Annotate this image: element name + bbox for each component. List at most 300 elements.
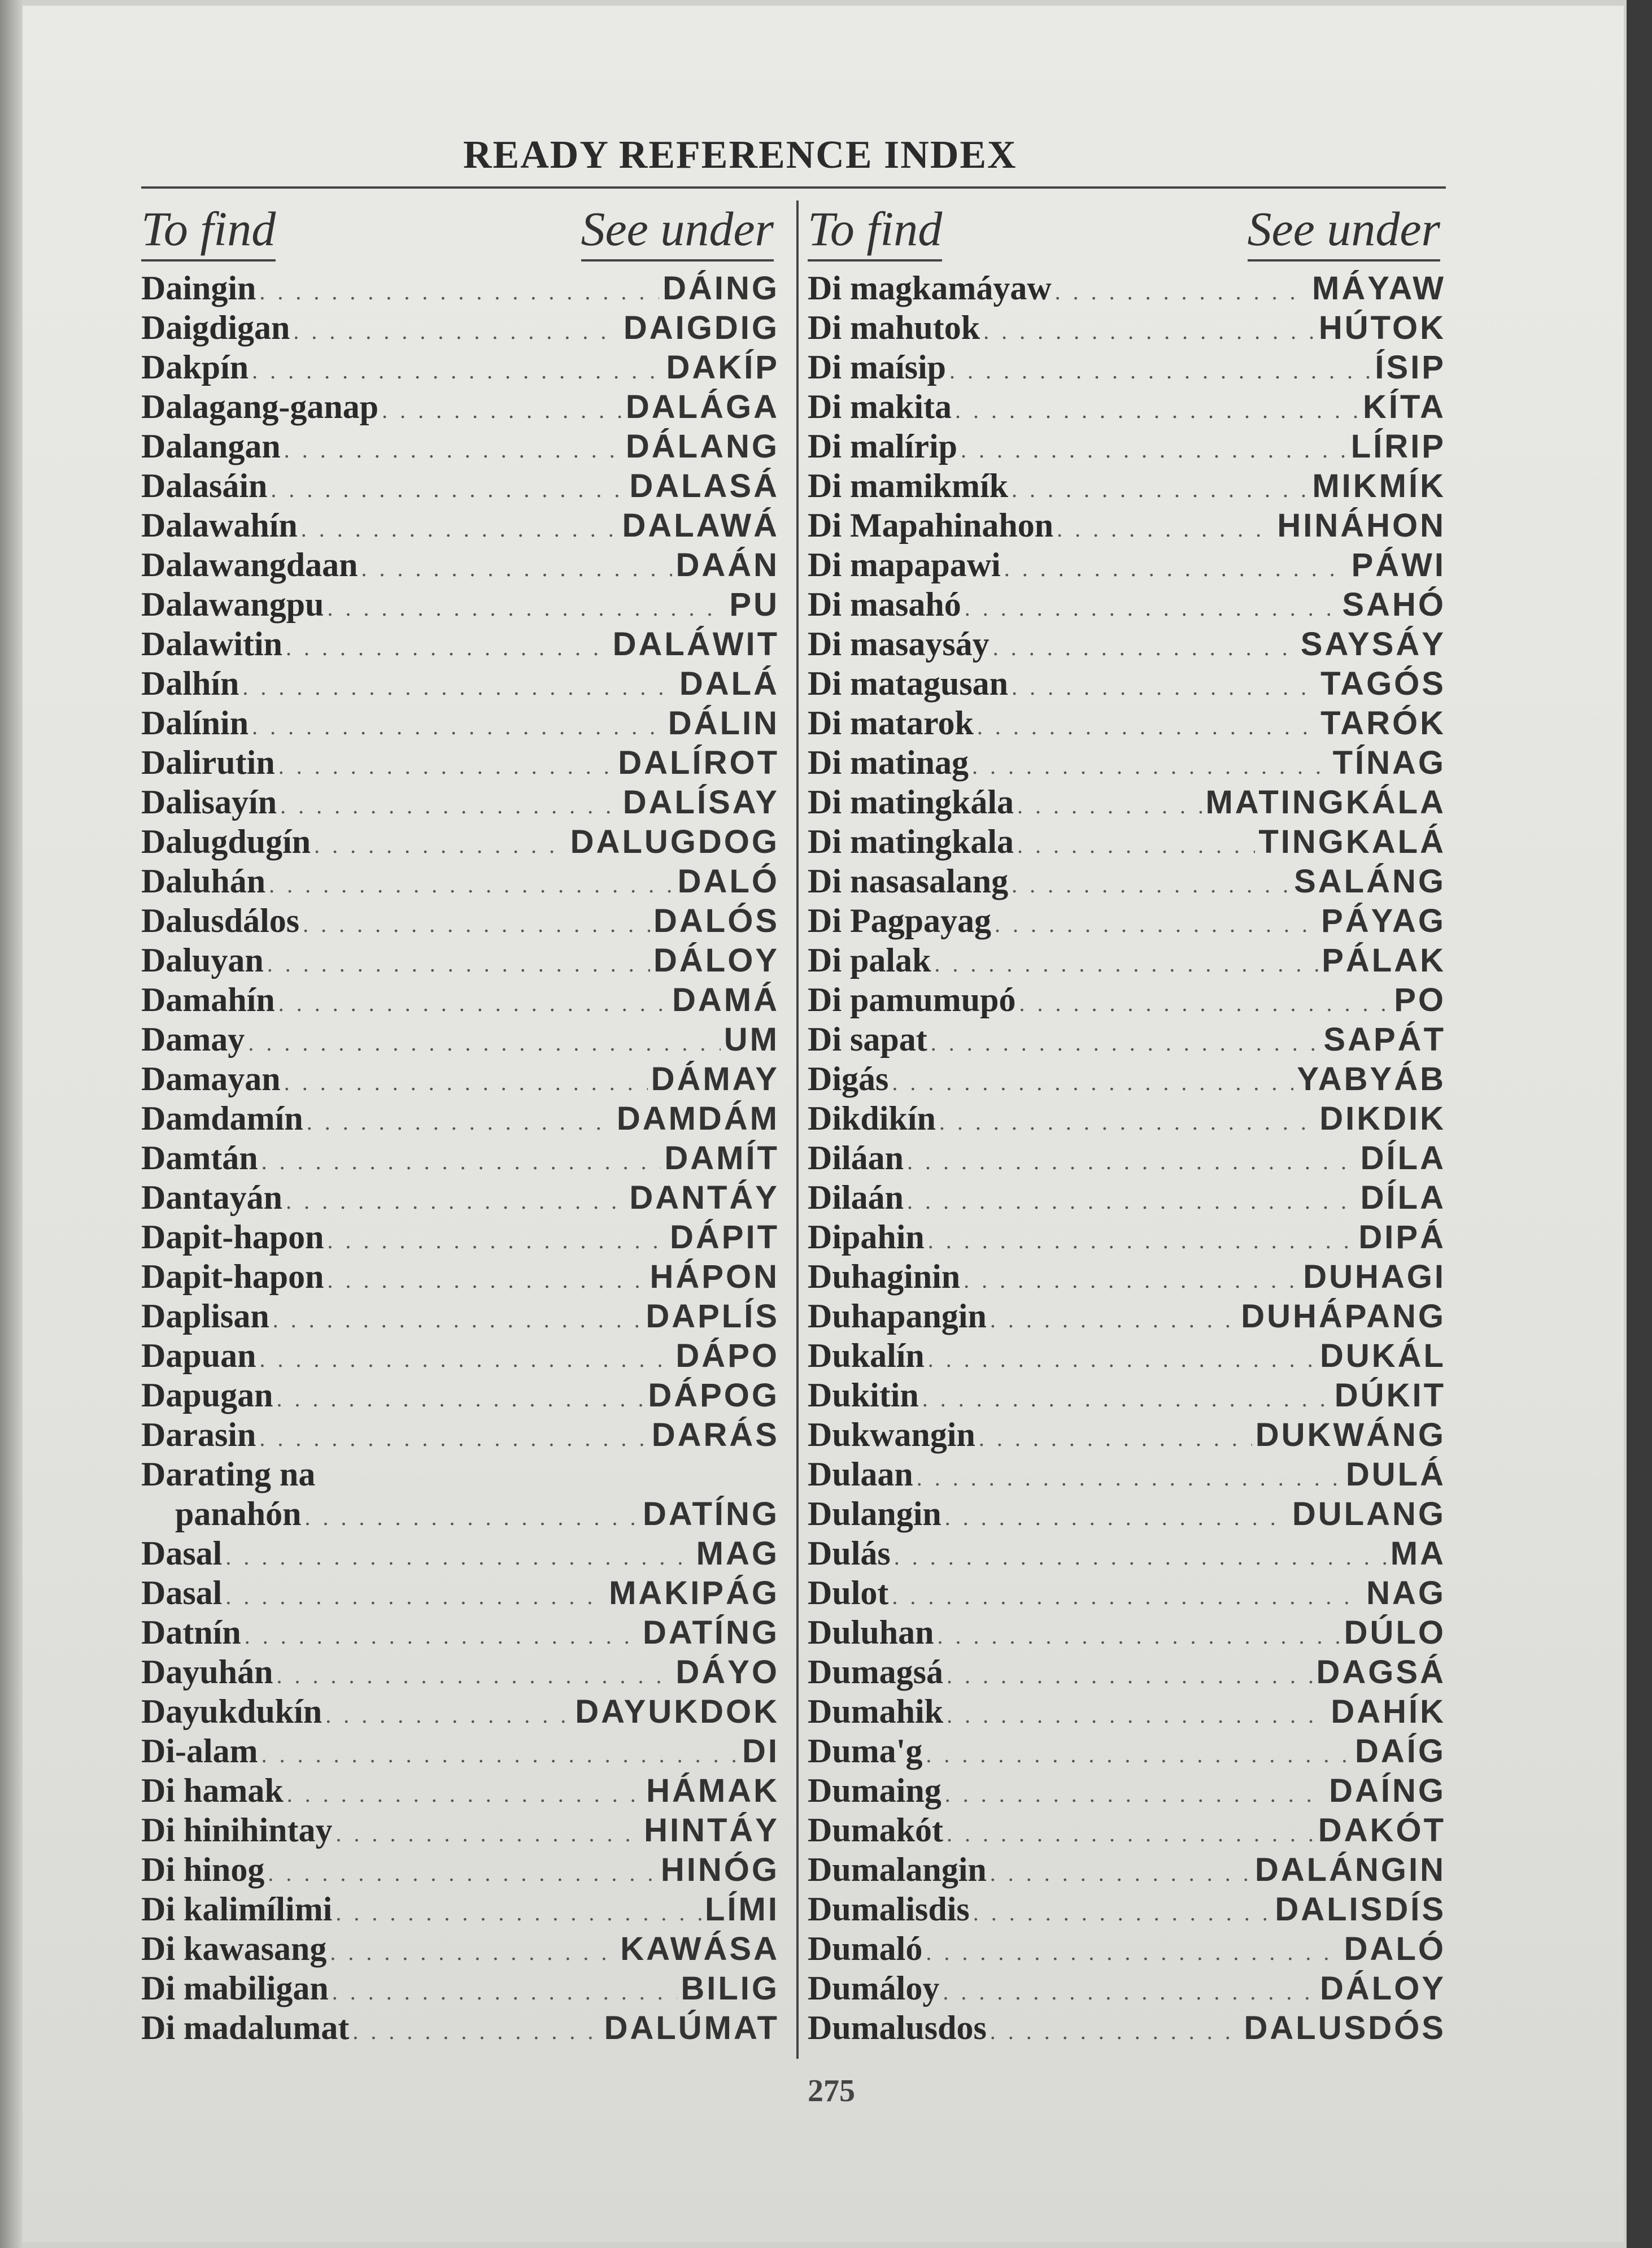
leader-dots [979,1419,1252,1458]
index-entry [808,268,1446,308]
index-entry [141,466,779,506]
leader-dots [267,944,650,984]
index-reference: DUHAGI [1303,1258,1446,1295]
index-term: Di palak [808,942,931,979]
index-entry [808,1336,1446,1375]
index-reference: SALÁNG [1294,863,1446,900]
index-reference: SAHÓ [1342,586,1446,623]
index-entry [808,1771,1446,1810]
index-entry [141,1850,779,1889]
right-index-list [808,268,1446,2047]
index-entry [808,308,1446,347]
index-reference: DÁYO [675,1654,779,1691]
leader-dots [286,1182,626,1221]
leader-dots [287,1775,643,1814]
index-reference: BILIG [681,1970,779,2007]
leader-dots [928,1340,1317,1379]
index-reference: MÁYAW [1312,270,1446,307]
index-term: Darating na [141,1456,316,1493]
index-reference: PO [1394,982,1446,1018]
leader-dots [1017,826,1255,865]
index-entry [141,1454,779,1494]
index-entry [808,347,1446,387]
leader-dots [892,1063,1293,1103]
index-entry [808,1296,1446,1336]
index-term: Dalawangpu [141,586,324,623]
index-term: Di Pagpayag [808,902,992,939]
index-entry [808,1415,1446,1454]
index-reference: DÁPIT [670,1219,779,1256]
leader-dots [301,509,619,549]
leader-dots [361,549,672,589]
index-reference: DAIGDIG [623,310,779,346]
index-reference: DAÍNG [1329,1772,1446,1809]
index-reference: DÁPOG [648,1377,779,1414]
index-reference: SAYSÁY [1300,626,1446,663]
index-term: Damdamín [141,1100,303,1137]
index-term: Dapugan [141,1376,273,1414]
leader-dots [248,1023,720,1063]
leader-dots [284,430,622,470]
index-reference: DAÍG [1355,1733,1446,1770]
index-term: Di matarok [808,704,974,742]
leader-dots [261,1735,739,1775]
index-reference: PÁYAG [1321,903,1446,939]
index-reference: UM [723,1021,779,1058]
index-term: Damtán [141,1139,258,1177]
index-entry [141,1889,779,1929]
leader-dots [352,2012,600,2051]
index-term: Daingin [141,269,256,307]
index-reference: DAKÍP [666,349,779,386]
index-reference: DÁLOY [1320,1970,1446,2007]
index-entry [141,822,779,861]
index-entry [808,1652,1446,1692]
index-entry [141,1257,779,1296]
index-term: Di matingkala [808,823,1014,860]
index-term: Duhapangin [808,1297,987,1335]
leader-dots [327,1221,666,1261]
index-term: Dumahik [808,1693,944,1730]
index-term: Dumagsá [808,1653,944,1691]
index-term: Dakpín [141,348,249,386]
page-left-edge [0,0,23,2248]
index-entry [808,822,1446,861]
leader-dots [259,1340,672,1379]
index-term: Dantayán [141,1179,283,1216]
leader-dots [973,1893,1272,1933]
index-entry [808,1375,1446,1415]
index-entry [141,1296,779,1336]
leader-dots [314,826,567,865]
leader-dots [252,707,665,747]
index-reference: KAWÁSA [620,1931,779,1967]
index-reference: DAPLÍS [646,1298,779,1335]
index-entry [808,1613,1446,1652]
index-term: Dalagang-ganap [141,388,379,425]
leader-dots [245,1617,639,1656]
index-entry [141,545,779,585]
page-title: READY REFERENCE INDEX [463,133,1017,177]
index-reference: DAMDÁM [616,1100,779,1137]
index-reference: DAYUKDOK [575,1693,779,1730]
index-entry [141,585,779,624]
leader-dots [961,430,1348,470]
index-term: Di matingkála [808,783,1014,821]
index-entry [808,2008,1446,2047]
index-term: panahón [175,1495,302,1532]
leader-dots [955,391,1359,430]
leader-dots [271,470,626,509]
index-entry [808,1929,1446,1968]
index-term: Dalawangdaan [141,546,358,583]
index-reference: MAKIPÁG [609,1575,779,1611]
index-entry [141,2008,779,2047]
index-term: Dapit-hapon [141,1258,324,1295]
index-entry [808,545,1446,585]
index-term: Di hinog [141,1851,265,1888]
index-term: Duhaginin [808,1258,961,1295]
index-term: Dalusdálos [141,902,300,939]
index-reference: DÁLIN [668,705,779,742]
page-right-shadow [1627,0,1652,2248]
index-entry [808,940,1446,980]
index-reference: DIKDIK [1319,1100,1446,1137]
index-term: Di mahutok [808,309,980,346]
index-reference: DI [742,1733,779,1770]
leader-dots [1012,668,1317,707]
index-entry [808,1968,1446,2008]
leader-dots [965,589,1339,628]
leader-dots [949,351,1371,391]
index-reference: DALÍSAY [622,784,779,821]
title-rule [141,186,1446,189]
see-under-heading: See under [581,202,774,256]
index-term: Dukitin [808,1376,919,1414]
index-reference: DALÁNGIN [1254,1851,1446,1888]
leader-dots [286,628,609,668]
leader-dots [947,1814,1315,1854]
index-entry [141,506,779,545]
index-entry [141,980,779,1020]
index-term: Dalawitin [141,625,283,663]
index-reference: YABYÁB [1297,1061,1446,1097]
index-term: Daigdigan [141,309,290,346]
leader-dots [907,1142,1357,1182]
index-reference: KÍTA [1362,389,1446,425]
index-term: Duma'g [808,1732,923,1770]
index-reference: DATÍNG [642,1614,779,1651]
index-entry [141,1217,779,1257]
index-term: Di matinag [808,744,969,781]
index-entry [141,1020,779,1059]
index-reference: DALÓS [653,903,779,939]
index-term: Di nasasalang [808,862,1009,900]
leader-dots [1012,470,1309,509]
leader-dots [972,747,1330,786]
index-reference: DALAWÁ [622,507,779,544]
page-number: 275 [808,2073,855,2108]
leader-dots [947,1656,1313,1696]
index-reference: DUHÁPANG [1241,1298,1446,1335]
index-reference: DAHÍK [1331,1693,1446,1730]
index-reference: DAÁN [675,547,779,583]
index-entry [141,1138,779,1178]
index-reference: TÍNAG [1332,744,1446,781]
index-entry [141,1771,779,1810]
index-term: Dukalín [808,1337,925,1374]
column-divider [796,201,799,2059]
leader-dots [278,747,615,786]
leader-dots [276,1656,672,1696]
index-reference: PU [729,586,779,623]
index-reference: HÁPON [650,1258,779,1295]
index-reference: DUKÁL [1320,1338,1446,1374]
index-entry [141,1810,779,1850]
index-term: Daluhán [141,862,266,900]
index-reference: DALÁGA [625,389,779,425]
index-entry [141,940,779,980]
leader-dots [330,1933,617,1972]
index-reference: LÍRIP [1350,428,1446,465]
index-reference: MATINGKÁLA [1205,784,1446,821]
index-reference: DALÁWIT [612,626,779,663]
leader-dots [1012,865,1291,905]
index-term: Di Mapahinahon [808,507,1054,544]
index-reference: DALÁ [679,665,779,702]
index-entry [141,782,779,822]
leader-dots [990,1854,1252,1893]
index-entry [808,743,1446,782]
index-term: Damay [141,1021,245,1058]
left-index-list [141,268,779,2047]
leader-dots [273,1300,643,1340]
leader-dots [928,1221,1355,1261]
index-entry [808,782,1446,822]
leader-dots [964,1261,1300,1300]
index-reference: DAGSÁ [1316,1654,1446,1691]
index-term: Di kawasang [141,1930,327,1967]
index-entry [141,703,779,743]
index-reference: DALÚMAT [604,2010,779,2046]
see-under-heading: See under [1247,202,1440,256]
left-column [141,201,779,2047]
index-term: Dulás [808,1535,891,1572]
index-reference: DULANG [1292,1496,1446,1532]
index-reference: MIKMÍK [1312,468,1446,504]
index-term: Duluhan [808,1614,934,1651]
index-reference: HÚTOK [1318,310,1446,346]
index-entry [141,347,779,387]
leader-dots [293,312,620,351]
index-entry [141,1652,779,1692]
index-reference: HINÓG [660,1851,779,1888]
leader-dots [1055,272,1309,312]
leader-dots [990,2012,1241,2051]
index-reference: DATÍNG [642,1496,779,1532]
index-reference: DÚKIT [1334,1377,1446,1414]
index-entry [141,624,779,664]
index-entry [808,1020,1446,1059]
index-term: Dilaán [808,1179,904,1216]
leader-dots [276,1379,644,1419]
index-reference: DAMÍT [664,1140,779,1177]
index-term: Dalawahín [141,507,298,544]
index-entry [808,466,1446,506]
index-term: Dayukdukín [141,1693,322,1730]
leader-dots [332,1972,678,2012]
to-find-heading: To find [141,202,276,256]
left-column-header [141,201,779,268]
index-term: Di madalumat [141,2009,350,2046]
index-term: Di matagusan [808,665,1009,702]
index-term: Di masahó [808,586,961,623]
index-reference: TAGÓS [1320,665,1446,702]
index-term: Dalínin [141,704,249,742]
index-reference: DUKWÁNG [1255,1417,1446,1453]
index-term: Dikdikín [808,1100,936,1137]
index-term: Di sapat [808,1021,927,1058]
index-reference: DÁLANG [625,428,779,465]
to-find-heading: To find [808,202,943,256]
index-entry [141,1415,779,1454]
index-entry [808,1217,1446,1257]
index-term: Dulot [808,1574,889,1611]
leader-dots [995,905,1318,944]
leader-dots [943,1972,1317,2012]
index-entry [808,624,1446,664]
index-term: Daluyan [141,942,264,979]
index-entry [141,861,779,901]
index-term: Dumaló [808,1930,923,1967]
index-entry [808,1692,1446,1731]
right-column-header [808,201,1446,268]
index-term: Damahín [141,981,275,1018]
index-entry [808,1889,1446,1929]
leader-dots [325,1696,572,1735]
index-entry [141,426,779,466]
index-term: Dulangin [808,1495,941,1532]
leader-dots [892,1577,1363,1617]
index-term: Dumaing [808,1772,941,1809]
index-entry [141,664,779,703]
leader-dots [327,1261,646,1300]
index-reference: DÁLOY [653,942,779,979]
index-entry [808,1059,1446,1099]
index-reference: DANTÁY [629,1179,779,1216]
index-reference: TARÓK [1320,705,1446,742]
index-reference: DÁPO [675,1338,779,1374]
index-term: Dapuan [141,1337,256,1374]
index-reference: MAG [696,1535,779,1572]
index-reference: DÁING [662,270,779,307]
index-term: Dalhín [141,665,239,702]
index-term: Di malírip [808,428,957,465]
index-reference: DALUGDOG [570,824,779,860]
leader-dots [1019,984,1391,1023]
index-entry [808,901,1446,940]
index-entry [141,1692,779,1731]
index-reference: DALÍROT [618,744,779,781]
index-term: Dumalangin [808,1851,987,1888]
leader-dots [922,1379,1331,1419]
index-term: Dayuhán [141,1653,273,1691]
index-entry [808,1099,1446,1138]
index-reference: LÍMI [705,1891,779,1928]
index-reference: DALISDÍS [1275,1891,1446,1928]
leader-dots [252,351,662,391]
leader-dots [269,865,674,905]
leader-dots [947,1696,1327,1735]
index-entry [808,1454,1446,1494]
index-term: Diláan [808,1139,904,1177]
leader-dots [261,1142,661,1182]
leader-dots [225,1537,692,1577]
leader-dots [993,628,1297,668]
leader-dots [939,1103,1316,1142]
index-term: Dumakót [808,1811,944,1849]
index-entry [141,1533,779,1573]
leader-dots [327,589,726,628]
leader-dots [907,1182,1357,1221]
index-term: Di masaysáy [808,625,990,663]
index-entry [808,664,1446,703]
index-term: Di makita [808,388,952,425]
index-entry [808,1494,1446,1533]
index-term: Dalisayín [141,783,277,821]
index-term: Di hinihintay [141,1811,333,1849]
index-term: Dalirutin [141,744,275,781]
index-entry [808,506,1446,545]
index-entry [141,1178,779,1217]
index-term: Di hamak [141,1772,284,1809]
leader-dots [242,668,675,707]
index-term: Darasin [141,1416,256,1453]
leader-dots [934,944,1318,984]
leader-dots [268,1854,657,1893]
index-entry [141,1494,779,1533]
index-entry [141,1099,779,1138]
index-reference: HINÁHON [1277,507,1446,544]
index-term: Dalangan [141,428,281,465]
index-term: Dukwangin [808,1416,975,1453]
index-term: Di mabiligan [141,1970,329,2007]
index-entry [141,743,779,782]
index-entry [808,387,1446,426]
leader-dots [307,1103,613,1142]
index-reference: PÁWI [1351,547,1446,583]
index-reference: MA [1390,1535,1446,1572]
index-term: Datnín [141,1614,241,1651]
leader-dots [335,1893,701,1933]
index-term: Di kalimílimi [141,1890,333,1928]
index-entry [808,1731,1446,1771]
leader-dots [259,272,659,312]
leader-dots [1004,549,1348,589]
index-reference: DÍLA [1360,1140,1446,1177]
index-reference: DALÓ [677,863,779,900]
index-term: Dasal [141,1535,223,1572]
leader-dots [894,1537,1387,1577]
index-term: Di magkamáyaw [808,269,1052,307]
index-entry [141,268,779,308]
index-reference: DIPÁ [1358,1219,1446,1256]
index-reference: NAG [1366,1575,1446,1611]
index-entry [141,308,779,347]
index-entry [808,1138,1446,1178]
index-reference: ÍSIP [1375,349,1446,386]
leader-dots [278,984,669,1023]
